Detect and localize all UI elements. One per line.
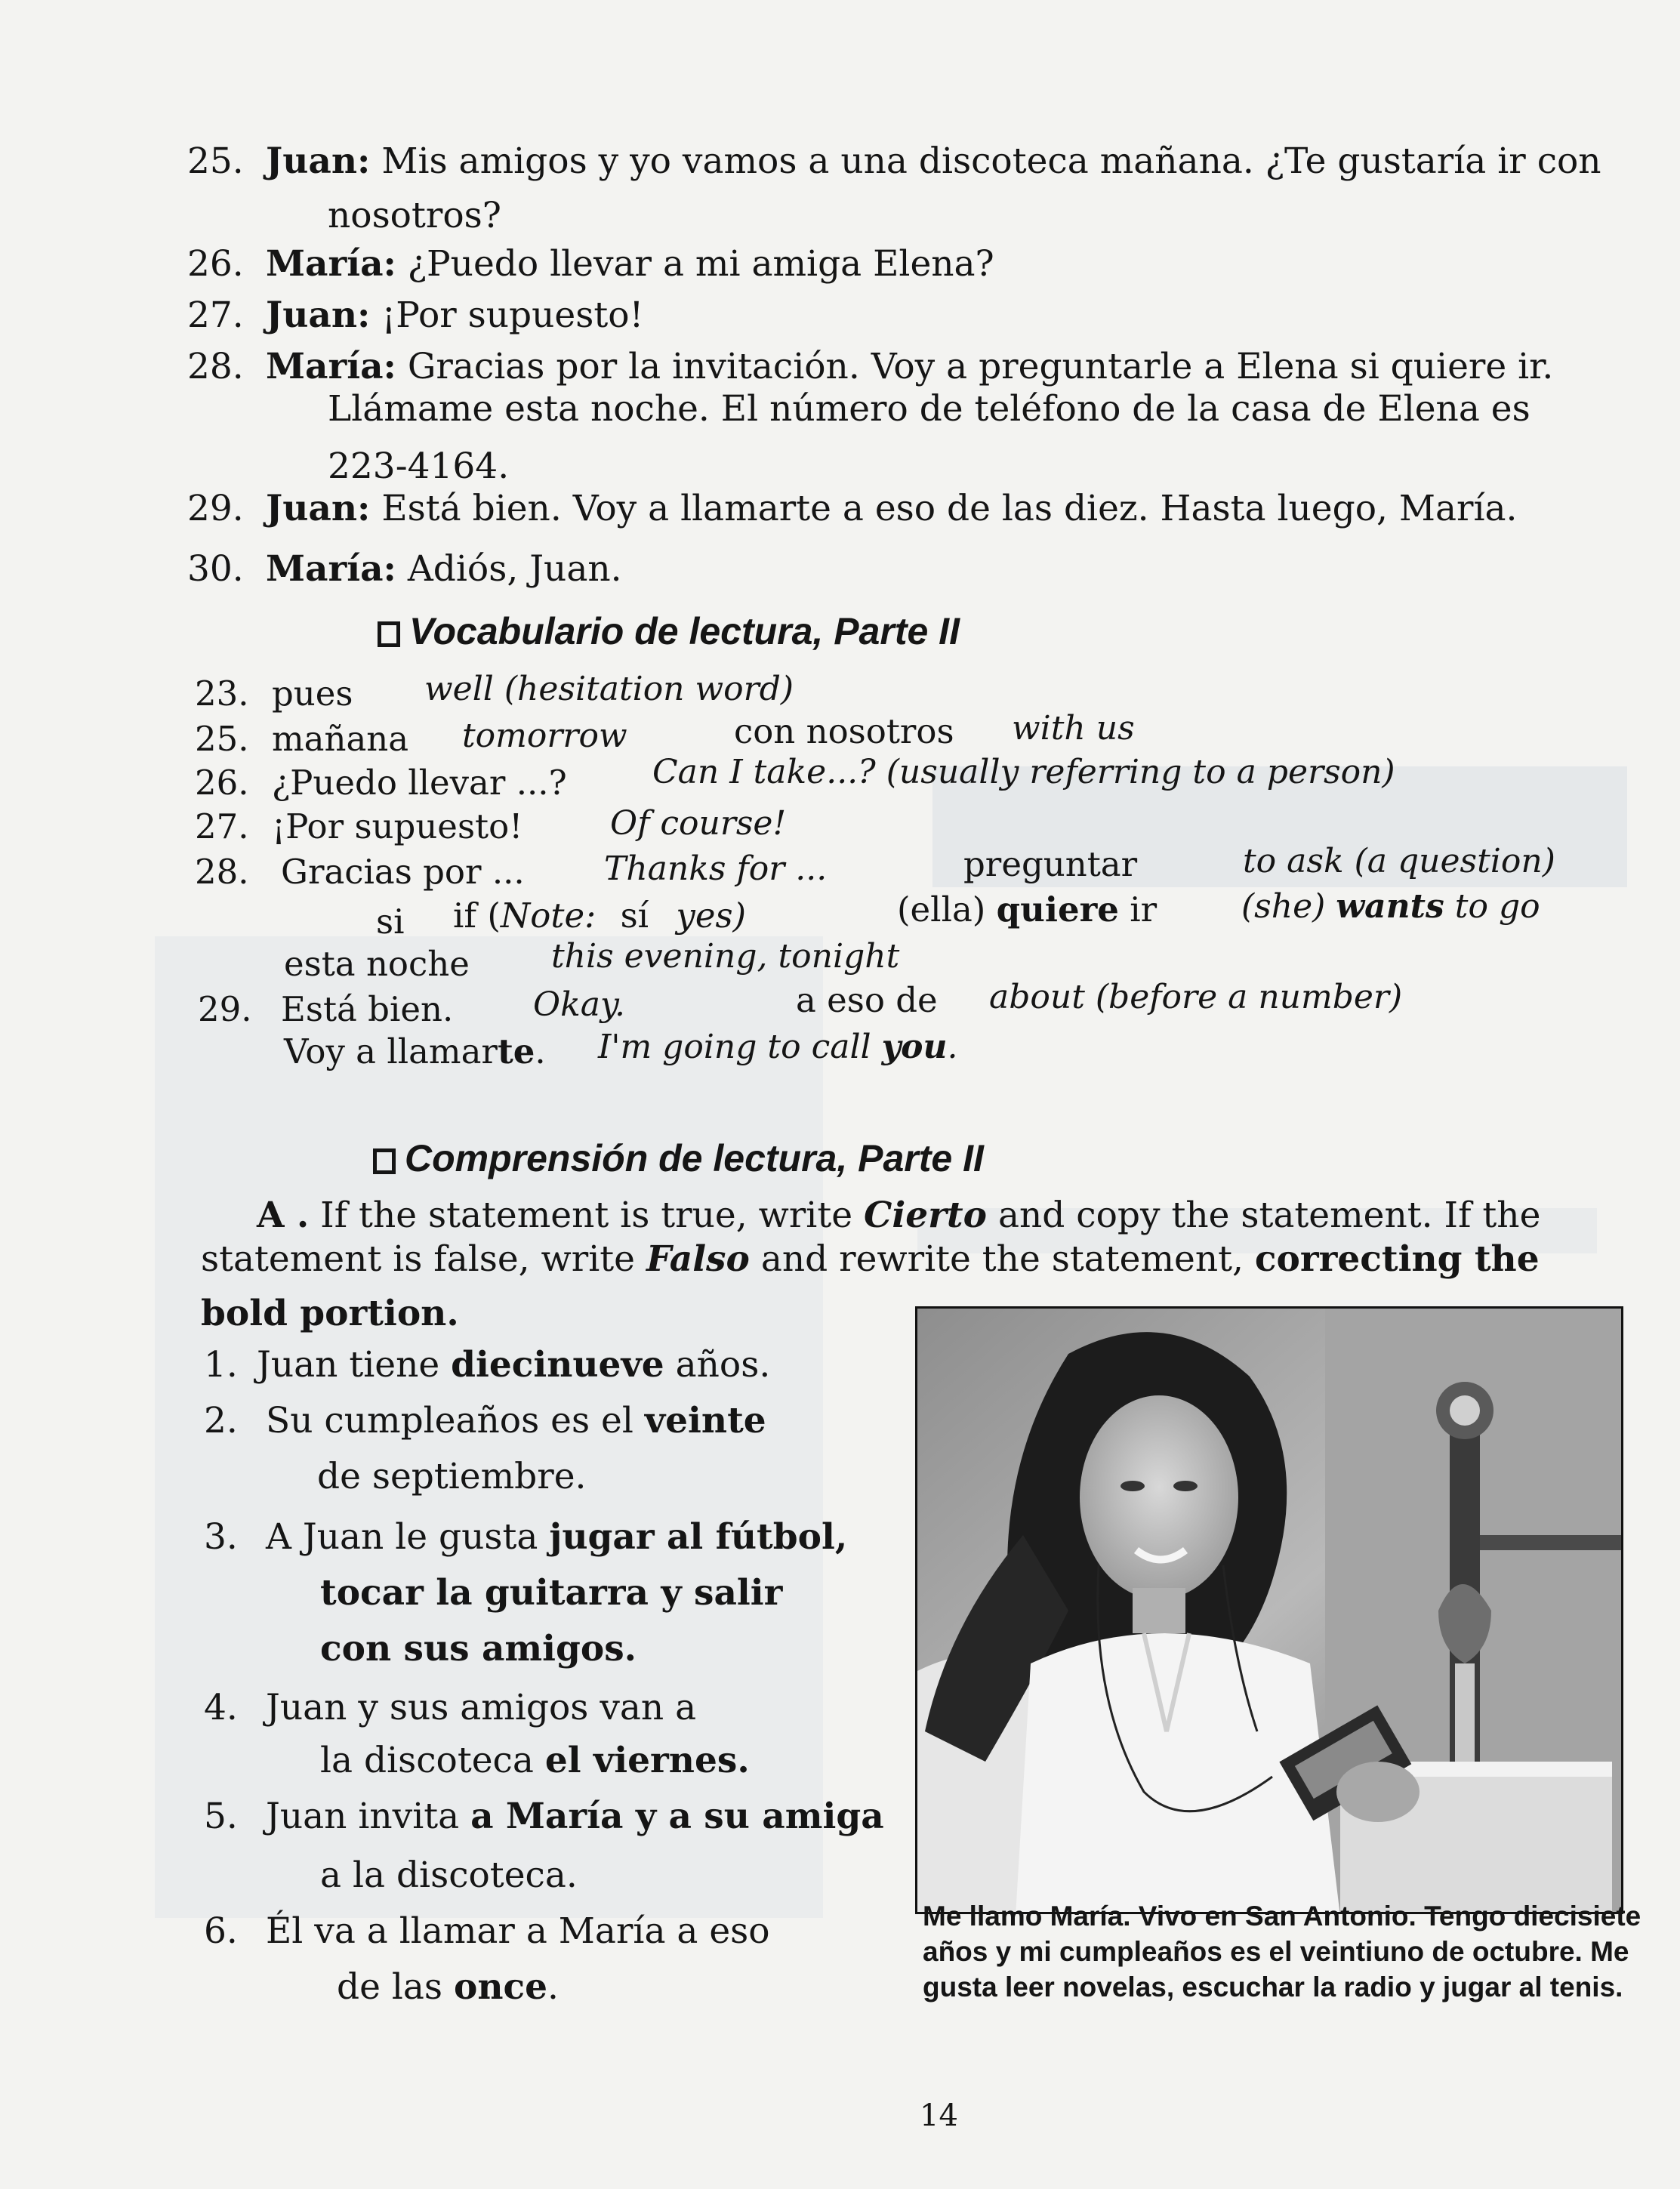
dialogue-text: Adiós, Juan. (407, 548, 622, 590)
speaker: Juan: (266, 140, 371, 182)
item-number: 1. (204, 1344, 238, 1386)
dialogue-text: ¿Puedo llevar a mi amiga Elena? (407, 243, 994, 285)
vocab-term: ¡Por supuesto! (272, 806, 523, 846)
vocab-gloss: about (before a number) (989, 978, 1403, 1016)
speaker: María: (266, 548, 396, 590)
statement: Su cumpleaños es el veinte (266, 1400, 766, 1441)
vocab-gloss: Of course! (610, 804, 787, 843)
vocab-term: Voy a llamarte. (284, 1031, 546, 1071)
instruction-line: bold portion. (201, 1293, 459, 1334)
vocab-number: 25. (195, 719, 249, 759)
vocab-term: esta noche (284, 944, 470, 984)
dialogue-continuation: Llámame esta noche. El número de teléfono de la casa de Elena es (328, 388, 1530, 430)
vocab-gloss: with us (1012, 709, 1135, 748)
instruction-line: A . If the statement is true, write Cierto and copy the statement. If the (257, 1195, 1541, 1236)
item-number: 5. (204, 1796, 238, 1837)
line-number: 30. (187, 548, 244, 590)
statement: Él va a llamar a María a eso (266, 1910, 770, 1952)
comprehension-heading: Comprensión de lectura, Parte II (373, 1136, 984, 1181)
line-number: 25. (187, 140, 244, 182)
instruction-line: statement is false, write Falso and rewrite the statement, correcting the (201, 1238, 1540, 1280)
vocab-gloss: Thanks for ... (604, 849, 828, 888)
vocab-number: 23. (195, 674, 249, 714)
vocab-number: 27. (195, 806, 249, 846)
speaker: María: (266, 346, 396, 387)
dialogue-line-26 (266, 243, 994, 285)
dialogue-text: Mis amigos y yo vamos a una discoteca mañana. ¿Te gustaría ir con (381, 140, 1601, 182)
item-number: 3. (204, 1516, 238, 1558)
statement-continuation: de las once. (337, 1966, 559, 2008)
dialogue-line-25 (266, 140, 1601, 183)
vocab-term: si (376, 902, 405, 942)
vocab-term: preguntar (963, 844, 1138, 884)
page-number: 14 (920, 2098, 958, 2133)
dialogue-continuation: 223-4164. (328, 446, 510, 487)
statement: Juan invita a María y a su amiga (266, 1796, 884, 1837)
line-number: 28. (187, 346, 244, 387)
checkbox-icon (373, 1148, 396, 1174)
vocab-gloss: well (hesitation word) (424, 670, 794, 708)
checkbox-icon (378, 621, 400, 647)
item-number: 6. (204, 1910, 238, 1952)
dialogue-line-29 (266, 488, 1517, 530)
statement-continuation: con sus amigos. (320, 1628, 637, 1669)
vocab-number: 29. (198, 989, 252, 1029)
item-number: 4. (204, 1687, 238, 1728)
statement-continuation: de septiembre. (317, 1456, 587, 1497)
dialogue-text: ¡Por supuesto! (381, 294, 644, 336)
vocab-number: 26. (195, 763, 249, 803)
speaker: María: (266, 243, 396, 285)
vocab-term: mañana (272, 719, 409, 759)
vocab-number: 28. (195, 852, 249, 892)
line-number: 29. (187, 488, 244, 529)
vocab-term: (ella) quiere ir (897, 889, 1158, 930)
item-number: 2. (204, 1400, 238, 1441)
dialogue-line-30 (266, 548, 622, 590)
vocab-gloss: this evening, tonight (551, 937, 900, 976)
vocab-term: Gracias por ... (281, 852, 525, 892)
statement: Juan y sus amigos van a (266, 1687, 697, 1728)
speaker: Juan: (266, 488, 371, 529)
photo-caption: Me llamo María. Vivo en San Antonio. Tengo diecisiete años y mi cumpleaños es el veintiuno de octubre. Me gusta leer novelas, escuchar la radio y jugar al tenis. (923, 1901, 1641, 2002)
vocab-term: pues (272, 674, 353, 714)
vocab-gloss: if (Note: sí yes) (453, 896, 747, 936)
vocab-term: ¿Puedo llevar ...? (272, 763, 567, 803)
dialogue-text: Está bien. Voy a llamarte a eso de las diez. Hasta luego, María. (381, 488, 1518, 529)
statement-continuation: la discoteca el viernes. (320, 1740, 750, 1781)
vocab-gloss: Can I take...? (usually referring to a person) (652, 753, 1395, 791)
statement: A Juan le gusta jugar al fútbol, (266, 1516, 848, 1558)
vocab-term: Está bien. (281, 989, 454, 1029)
statement: Juan tiene diecinueve años. (257, 1344, 771, 1386)
dialogue-continuation: nosotros? (328, 195, 501, 236)
statement-continuation: a la discoteca. (320, 1854, 578, 1896)
statement-continuation: tocar la guitarra y salir (320, 1572, 783, 1614)
vocab-gloss: tomorrow (462, 717, 627, 755)
vocab-gloss: I'm going to call you. (598, 1028, 958, 1066)
vocab-gloss: to ask (a question) (1243, 842, 1555, 880)
vocab-gloss: Okay. (533, 985, 625, 1024)
vocab-gloss: (she) wants to go (1241, 887, 1540, 926)
vocab-term: con nosotros (734, 711, 954, 751)
line-number: 26. (187, 243, 244, 285)
line-number: 27. (187, 294, 244, 336)
vocab-term: a eso de (796, 980, 938, 1020)
girl-with-headphones-illustration (917, 1309, 1623, 1914)
vocabulary-heading: Vocabulario de lectura, Parte II (378, 609, 960, 654)
speaker: Juan: (266, 294, 371, 336)
photo-maria (915, 1306, 1623, 1914)
dialogue-line-27 (266, 294, 643, 337)
dialogue-text: Gracias por la invitación. Voy a preguntarle a Elena si quiere ir. (407, 346, 1554, 387)
dialogue-line-28 (266, 346, 1553, 388)
